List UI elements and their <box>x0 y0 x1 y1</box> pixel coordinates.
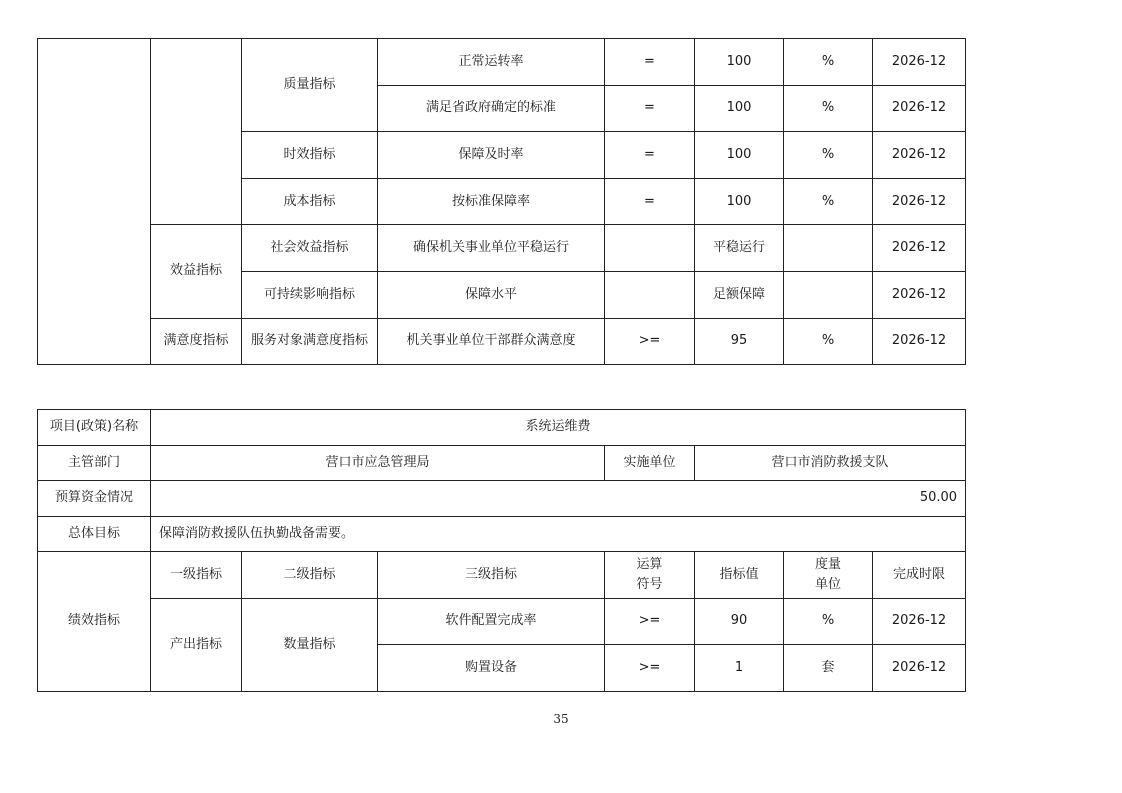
value-cell: 1 <box>695 645 784 692</box>
l3-indicator-cell: 机关事业单位干部群众满意度 <box>378 318 605 365</box>
deadline-cell: 2026-12 <box>873 85 966 132</box>
project-name-value: 系统运维费 <box>151 410 966 446</box>
deadline-cell: 2026-12 <box>873 645 966 692</box>
operator-cell: = <box>605 178 695 225</box>
unit-cell <box>784 225 873 272</box>
value-cell: 100 <box>695 85 784 132</box>
deadline-cell: 2026-12 <box>873 39 966 86</box>
deadline-cell: 2026-12 <box>873 178 966 225</box>
dept-label: 主管部门 <box>38 445 151 481</box>
unit-cell <box>784 271 873 318</box>
table-row <box>38 39 966 86</box>
operator-cell: = <box>605 132 695 179</box>
operator-cell <box>605 225 695 272</box>
page-number: 35 <box>553 712 569 726</box>
satisfaction-indicator-cell: 满意度指标 <box>151 318 242 365</box>
output-indicator-cell <box>151 39 242 225</box>
header-l2: 二级指标 <box>242 552 378 599</box>
value-cell: 足额保障 <box>695 271 784 318</box>
l3-indicator-cell: 按标准保障率 <box>378 178 605 225</box>
service-satisfaction-cell: 服务对象满意度指标 <box>242 318 378 365</box>
impl-value: 营口市消防救援支队 <box>695 445 966 481</box>
header-unit: 度量 单位 <box>784 552 873 599</box>
l3-indicator-cell: 保障及时率 <box>378 132 605 179</box>
value-cell: 90 <box>695 598 784 645</box>
value-cell: 100 <box>695 132 784 179</box>
unit-cell: 套 <box>784 645 873 692</box>
operator-cell: = <box>605 85 695 132</box>
quantity-indicator-cell: 数量指标 <box>242 598 378 691</box>
table-row <box>38 481 966 517</box>
unit-cell: % <box>784 85 873 132</box>
unit-cell: % <box>784 39 873 86</box>
benefit-indicator-cell: 效益指标 <box>151 225 242 318</box>
l3-indicator-cell: 正常运转率 <box>378 39 605 86</box>
perf-label-cell <box>38 39 151 365</box>
sustainable-impact-cell: 可持续影响指标 <box>242 271 378 318</box>
header-operator: 运算 符号 <box>605 552 695 599</box>
goal-value: 保障消防救援队伍执勤战备需要。 <box>151 516 966 552</box>
l3-indicator-cell: 满足省政府确定的标准 <box>378 85 605 132</box>
social-benefit-cell: 社会效益指标 <box>242 225 378 272</box>
l3-indicator-cell: 确保机关事业单位平稳运行 <box>378 225 605 272</box>
unit-cell: % <box>784 318 873 365</box>
project-performance-table <box>37 409 966 692</box>
l3-indicator-cell: 购置设备 <box>378 645 605 692</box>
output-indicator-cell: 产出指标 <box>151 598 242 691</box>
table-row <box>38 445 966 481</box>
value-cell: 100 <box>695 178 784 225</box>
table-row <box>38 318 966 365</box>
impl-label: 实施单位 <box>605 445 695 481</box>
deadline-cell: 2026-12 <box>873 318 966 365</box>
header-l3: 三级指标 <box>378 552 605 599</box>
deadline-cell: 2026-12 <box>873 132 966 179</box>
unit-cell: % <box>784 598 873 645</box>
timeliness-indicator-cell: 时效指标 <box>242 132 378 179</box>
budget-label: 预算资金情况 <box>38 481 151 517</box>
header-l1: 一级指标 <box>151 552 242 599</box>
l3-indicator-cell: 软件配置完成率 <box>378 598 605 645</box>
dept-value: 营口市应急管理局 <box>151 445 605 481</box>
operator-cell <box>605 271 695 318</box>
table-header-row <box>38 552 966 599</box>
deadline-cell: 2026-12 <box>873 598 966 645</box>
value-cell: 100 <box>695 39 784 86</box>
budget-value: 50.00 <box>151 481 966 517</box>
header-deadline: 完成时限 <box>873 552 966 599</box>
table-row <box>38 516 966 552</box>
table-row <box>38 410 966 446</box>
quality-indicator-cell: 质量指标 <box>242 39 378 132</box>
goal-label: 总体目标 <box>38 516 151 552</box>
unit-cell: % <box>784 132 873 179</box>
deadline-cell: 2026-12 <box>873 225 966 272</box>
operator-cell: >= <box>605 598 695 645</box>
operator-cell: >= <box>605 318 695 365</box>
header-value: 指标值 <box>695 552 784 599</box>
table-row <box>38 225 966 272</box>
operator-cell: >= <box>605 645 695 692</box>
project-name-label: 项目(政策)名称 <box>38 410 151 446</box>
perf-indicator-label: 绩效指标 <box>38 552 151 692</box>
unit-cell: % <box>784 178 873 225</box>
operator-cell: = <box>605 39 695 86</box>
deadline-cell: 2026-12 <box>873 271 966 318</box>
performance-table-continued <box>37 38 966 365</box>
cost-indicator-cell: 成本指标 <box>242 178 378 225</box>
l3-indicator-cell: 保障水平 <box>378 271 605 318</box>
table-row <box>38 598 966 645</box>
value-cell: 平稳运行 <box>695 225 784 272</box>
value-cell: 95 <box>695 318 784 365</box>
